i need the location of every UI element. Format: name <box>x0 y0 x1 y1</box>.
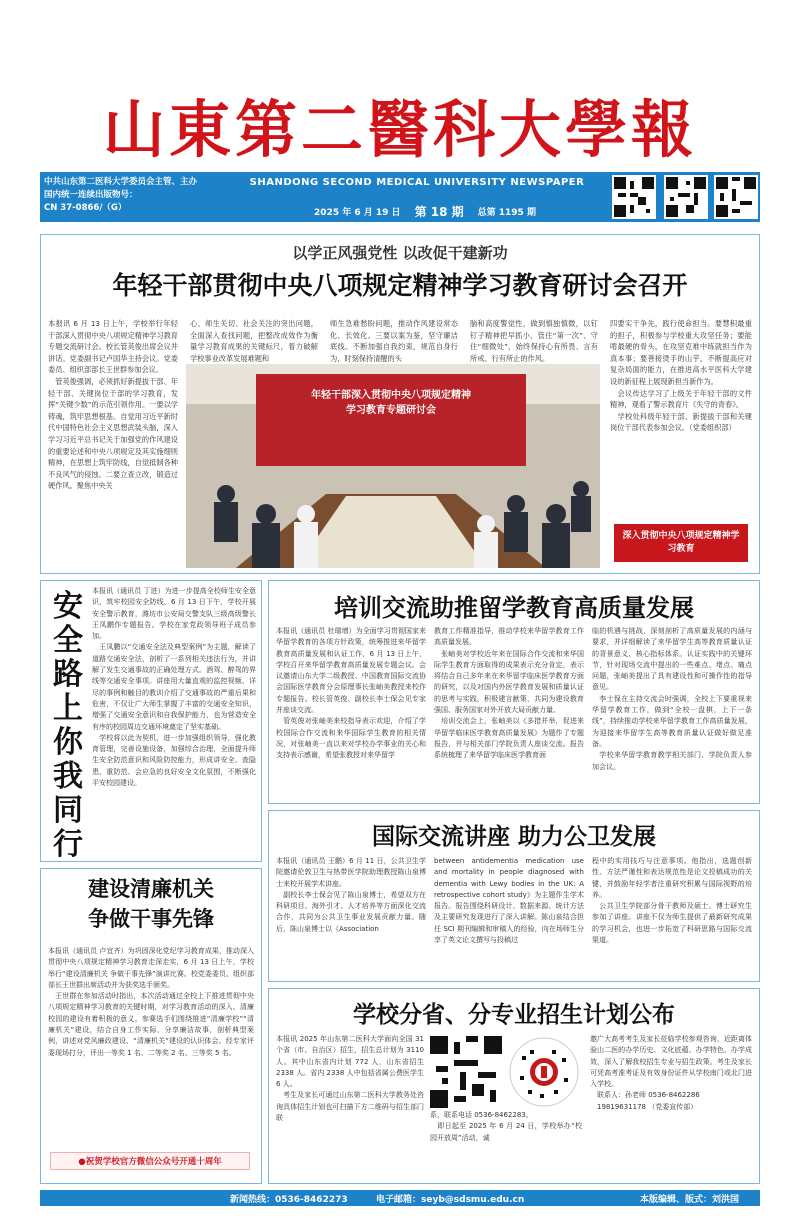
safety-headline: 安全路上你我同行 <box>53 589 83 862</box>
lecture-column-2 <box>434 856 584 978</box>
contact-email[interactable]: 电子邮箱：seyb@sdsmu.edu.cn <box>376 1195 525 1205</box>
lead-column-1 <box>48 318 178 568</box>
lecture-column-2-text: between antidementia medication use and mortality in people diagnosed with dementia with Lewy bodies in the UK: A retrospective cohort study》为主题作生学术报告。报告围绕科研设计、数据来源、统计方法及主要研究发现进行了深入讲解。陈山泉结合担任 SCI 期刊编辑和审稿人的经验，向在场师生分享了英文论文撰写与投稿过 <box>434 857 584 945</box>
lead-photo <box>186 364 600 568</box>
lead-column-4 <box>470 318 598 362</box>
lecture-column-3-text: 程中的实用技巧与注意事项。他指出，选题创新性、方法严谨性和表达规范性是论文投稿成功的关键，并鼓励年轻学者注重研究积累与国际视野的培养。 公共卫生学院部分骨干教师及硕士、博士研究生参加了讲座。讲座不仅为师生提供了最新研究成果的学习机会，也进一步拓宽了科研思路与国际交流渠道。 <box>592 857 752 945</box>
safety-body-text: 本报讯（通讯员 丁进）为进一步提高全校师生安全意识，筑牢校园安全防线，6 月 13 日下午，学校开展安全警示教育，潍坊市公安局交警支队三级高级警长王凤鹏作专题报告。学校在家党政领导班子成员参加。 王凤鹏以“交通安全法及典型案例”为主题，解读了道路交通安全法，剖析了一系列相关违法行为，并讲解了发生交通事故的正确处理方式。酒驾、醉驾的界线等交通安全事项。讲座用大量直观的监控视频、详尽的事例和触目的教训介绍了交通事故的严重后果和危害，不仅让广大师生掌握了丰富的交通安全知识，增强了交通安全意识和自我保护能力，也为营造安全有序的校园周边交通环境奠定了坚实基础。 学校将以此为契机，进一步加强组织领导，强化教育管理，完善设施设备，加强综合治理，全面提升师生安全防范意识和风险防控能力，形成讲安全、查隐患、重防范、会应急的良好安全文化氛围，不断强化平安校园建设。 <box>92 587 256 788</box>
issn-label: 国内统一连续出版物号： <box>44 190 138 200</box>
issue-info <box>250 203 600 220</box>
lead-column-4-text: 脑和高度警觉性，做到慎独慎微，以钉钉子精神把早抓小、管住“第一次”、守住“细微处”，始终保持心有所畏、言有所戒、行有所止的作风。 <box>470 319 598 362</box>
admission-headline: 学校分省、分专业招生计划公布 <box>353 1002 675 1028</box>
lead-column-3-text: 师生急难愁盼问题，推动作风建设常态化、长效化。三要以案为鉴，坚守廉洁底线。不断加强自我约束，规范自身行为，时刻保持清醒的头 <box>330 319 458 362</box>
news-hotline: 新闻热线：0536-8462273 <box>230 1195 348 1205</box>
sponsor-line: 中共山东第二医科大学委员会主管、主办 <box>44 177 198 187</box>
admission-qr-code-icon[interactable] <box>430 1036 502 1108</box>
training-column-1 <box>276 626 426 800</box>
training-column-3 <box>592 626 752 800</box>
qr-code-icon[interactable] <box>612 175 656 219</box>
lecture-headline: 国际交流讲座 助力公卫发展 <box>371 824 656 850</box>
photo-banner-text <box>276 388 506 418</box>
lecture-column-1-text: 本报讯（通讯员 王鹏）6 月 11 日，公共卫生学院邀请伦敦卫生与热带医学院助理教授陈山泉博士来校开展学术讲座。 副校长李士保会见了陈山泉博士，希望双方在科研项目、海外引才、人才培养等方面深化交流合作，共同为公共卫生事业发展贡献力量。随后，陈山泉博士以《Association <box>276 857 426 933</box>
admission-column-2 <box>430 1110 582 1180</box>
photo-banner-line: 学习教育专题研讨会 <box>346 405 436 416</box>
publication-info <box>44 176 212 215</box>
admission-column-3-text: 邀广大高考考生及家长莅临学校参观咨询，近距离体验山二医的办学历史、文化底蕴、办学特色、办学成效，深入了解我校招生专业与招生政策。考生及家长可凭高考准考证及有效身份证件从学校南门或北门进入学校。 联系人：孙老师 0536-8462286 19819631178 （党委宣传部） <box>590 1035 752 1111</box>
page-footer <box>40 1190 760 1206</box>
photo-banner-line: 年轻干部深入贯彻中央八项规定精神 <box>311 390 471 401</box>
training-column-2-text: 教育工作精准指导，推动学校来华留学教育工作高质量发展。 张岫美对学校近年来在国际合作交流和来华国际学生教育方面取得的成果表示充分肯定，表示将结合自己多年来在来华留学临床医学教育方面的研究，以及对国内外医学教育发展和质量认证的思考与实践，积极建言献策，共同为建设教育强国、服务国家对外开放大局贡献力量。 培训交流会上，张岫美以《多措并举，促进来华留学临床医学教育高质量发展》为题作了专题报告，并与相关部门学院负责人座谈交流。报告系统梳理了来华留学临床医学教育面 <box>434 627 584 760</box>
admission-column-1 <box>276 1034 424 1180</box>
total-issue: 总第 1195 期 <box>477 208 536 218</box>
training-headline: 培训交流助推留学教育高质量发展 <box>334 594 694 622</box>
safety-body <box>92 586 256 858</box>
lecture-column-1 <box>276 856 426 978</box>
admission-column-2-text: 系，联系电话 0536-8462283。 即日起至 2025 年 6 月 24 日，学校举办“校园开放周”活动，诚 <box>430 1111 582 1142</box>
training-column-3-text: 临的机遇与挑战，深刻剖析了高质量发展的内涵与要求，并详细解读了来华留学生高等教育质量认证的背景意义、核心指标体系。认证实践中的关键环节，针对现场交流中提出的一些难点、堵点、痛点问题，张岫美提出了具有建设性和可操作性的指导意见。 李士保在主持交流会时强调，全校上下要重视来华留学教育工作，做到“全校一盘棋，上下一条线”，持续推动学校来华留学教育工作高质量发展，为迎接来华留学生高等教育质量认证做好做足准备。 学校来华留学教育教学相关部门、学院负责人参加会议。 <box>592 627 752 771</box>
integrity-headline-line: 争做干事先锋 <box>88 907 214 931</box>
editor-credit: 本版编辑、版式：刘洪国 <box>640 1195 740 1205</box>
integrity-body <box>48 946 254 1150</box>
wechat-anniversary-banner[interactable]: ●祝贺学校官方微信公众号开通十周年 <box>50 1152 250 1170</box>
newspaper-masthead: 山東第二醫科大學報 <box>102 92 697 166</box>
lead-kicker: 以学正风强党性 以改促干建新功 <box>292 244 508 262</box>
qr-code-icon[interactable] <box>664 175 708 219</box>
english-title: SHANDONG SECOND MEDICAL UNIVERSITY NEWSPAPER <box>249 177 585 188</box>
integrity-headline <box>40 874 262 934</box>
lead-column-5 <box>610 318 752 514</box>
lecture-column-3 <box>592 856 752 978</box>
lead-column-2-text: 心、师生关切、社会关注的突出问题，全面深入查找问题，把整改成效作为衡量学习教育成果的关键标尺，着力破解学校事业改革发展难题和 <box>190 319 318 362</box>
qr-code-icon[interactable] <box>714 175 758 219</box>
admission-column-1-text: 本报讯 2025 年山东第二医科大学面向全国 31 个省（市、自治区）招生，招生总计划为 3110 人。其中山东省内计划 772 人，山东省招生 2338 人。省内 2338 人中包括省属公费医学生 6 人。 考生及家长可通过山东第二医科大学教务处咨询具体招生计划也可扫描下方二维码与招生部门联 <box>276 1035 424 1123</box>
admission-mini-program-icon[interactable] <box>508 1036 580 1108</box>
training-column-1-text: 本报讯（通讯员 杜瑞增）为全面学习贯彻国家来华留学教育的各项方针政策，统筹推进来华留学教育高质量发展和认证工作，6 月 13 日上午，学校召开来华留学教育高质量发展专题会议。会议邀请山东大学二级教授、中国教育国际交流协会国际医学教育分会原理事长张岫美教授来校作专题报告。校长管英俊、副校长李士保会见专家并座谈交流。 管英俊对张岫美来校指导表示欢迎，介绍了学校国际合作交流和来华国际学生教育的相关情况，对张岫美一直以来对学校办学事业的关心和支持表示感谢，希望张教授对来华留学 <box>276 627 426 760</box>
lead-column-5-text: 四要实干争先，践行使命担当。要慧积最重的担子，积极参与学校重大攻坚任务；要能啃最硬的骨头，在攻坚克难中练就担当作为真本事；要善接烫手的山芋，不断提高应对复杂局面的能力，在推进高水平医科大学建设的新征程上展现新担当新作为。 会议传达学习了上级关于年轻干部的文件精神，观看了警示教育片《失守的青春》。 学校处科级年轻干部、新提拔干部和关键岗位干部代表参加会议。（党委组织部） <box>610 319 752 433</box>
issue-number: 第 18 期 <box>414 205 464 219</box>
admission-column-3 <box>590 1034 752 1180</box>
integrity-headline-line: 建设清廉机关 <box>88 877 214 901</box>
issn-number: CN 37-0866/（G） <box>44 203 127 213</box>
campaign-red-box: 深入贯彻中央八项规定精神学习教育 <box>614 524 748 562</box>
lead-column-1-text: 本报讯 6 月 13 日上午，学校举行年轻干部深入贯彻中央八项规定精神学习教育专题交流研讨会。校长管英俊出席会议并讲话。党委副书记卢国华主持会议。党委委员、组织部部长王世群参加会议。 管英俊强调，必须抓好新提拔干部、年轻干部、关键岗位干部的学习教育，发挥“关键少数”的示范引领作用。一要以学铸魂，筑牢思想根基。自觉用习近平新时代中国特色社会主义思想武装头脑，深入学习习近平总书记关于加强党的作风建设的重要论述和中央八项规定及其实施细则精神，在思想上筑牢防线，自觉抵制各种不良风气的侵蚀。二要立查立改，锻造过硬作风。聚焦中央关 <box>48 319 178 491</box>
lead-headline: 年轻干部贯彻中央八项规定精神学习教育研讨会召开 <box>112 271 688 300</box>
training-column-2 <box>434 626 584 800</box>
integrity-body-text: 本报讯（通讯员 卢宜齐）为巩固深化党纪学习教育成果，推动深入贯彻中央八项规定精神学习教育走深走实，6 月 13 日上午，学校举行“建设清廉机关 争做干事先锋”演讲比赛。校党委委员、组织部部长王世群出席活动并为获奖选手颁奖。 王世群在参加活动时指出，本次活动通过全校上下推进贯彻中央八项规定精神学习教育的关键时期，对学习教育活动的深入、清廉校园的建设有着积极的意义。参赛选手们围绕推进“清廉学校”“清廉机关”建设，结合自身工作实际，分享廉洁故事，剖析典型案例，讲述对党风廉政建设、“清廉机关”建设的认识体会。经专家评委现场打分，评出一等奖 1 名、二等奖 2 名、三等奖 5 名。 <box>48 947 254 1057</box>
issue-date: 2025 年 6 月 19 日 <box>314 208 401 218</box>
lead-column-2 <box>190 318 318 362</box>
lead-column-3 <box>330 318 458 362</box>
